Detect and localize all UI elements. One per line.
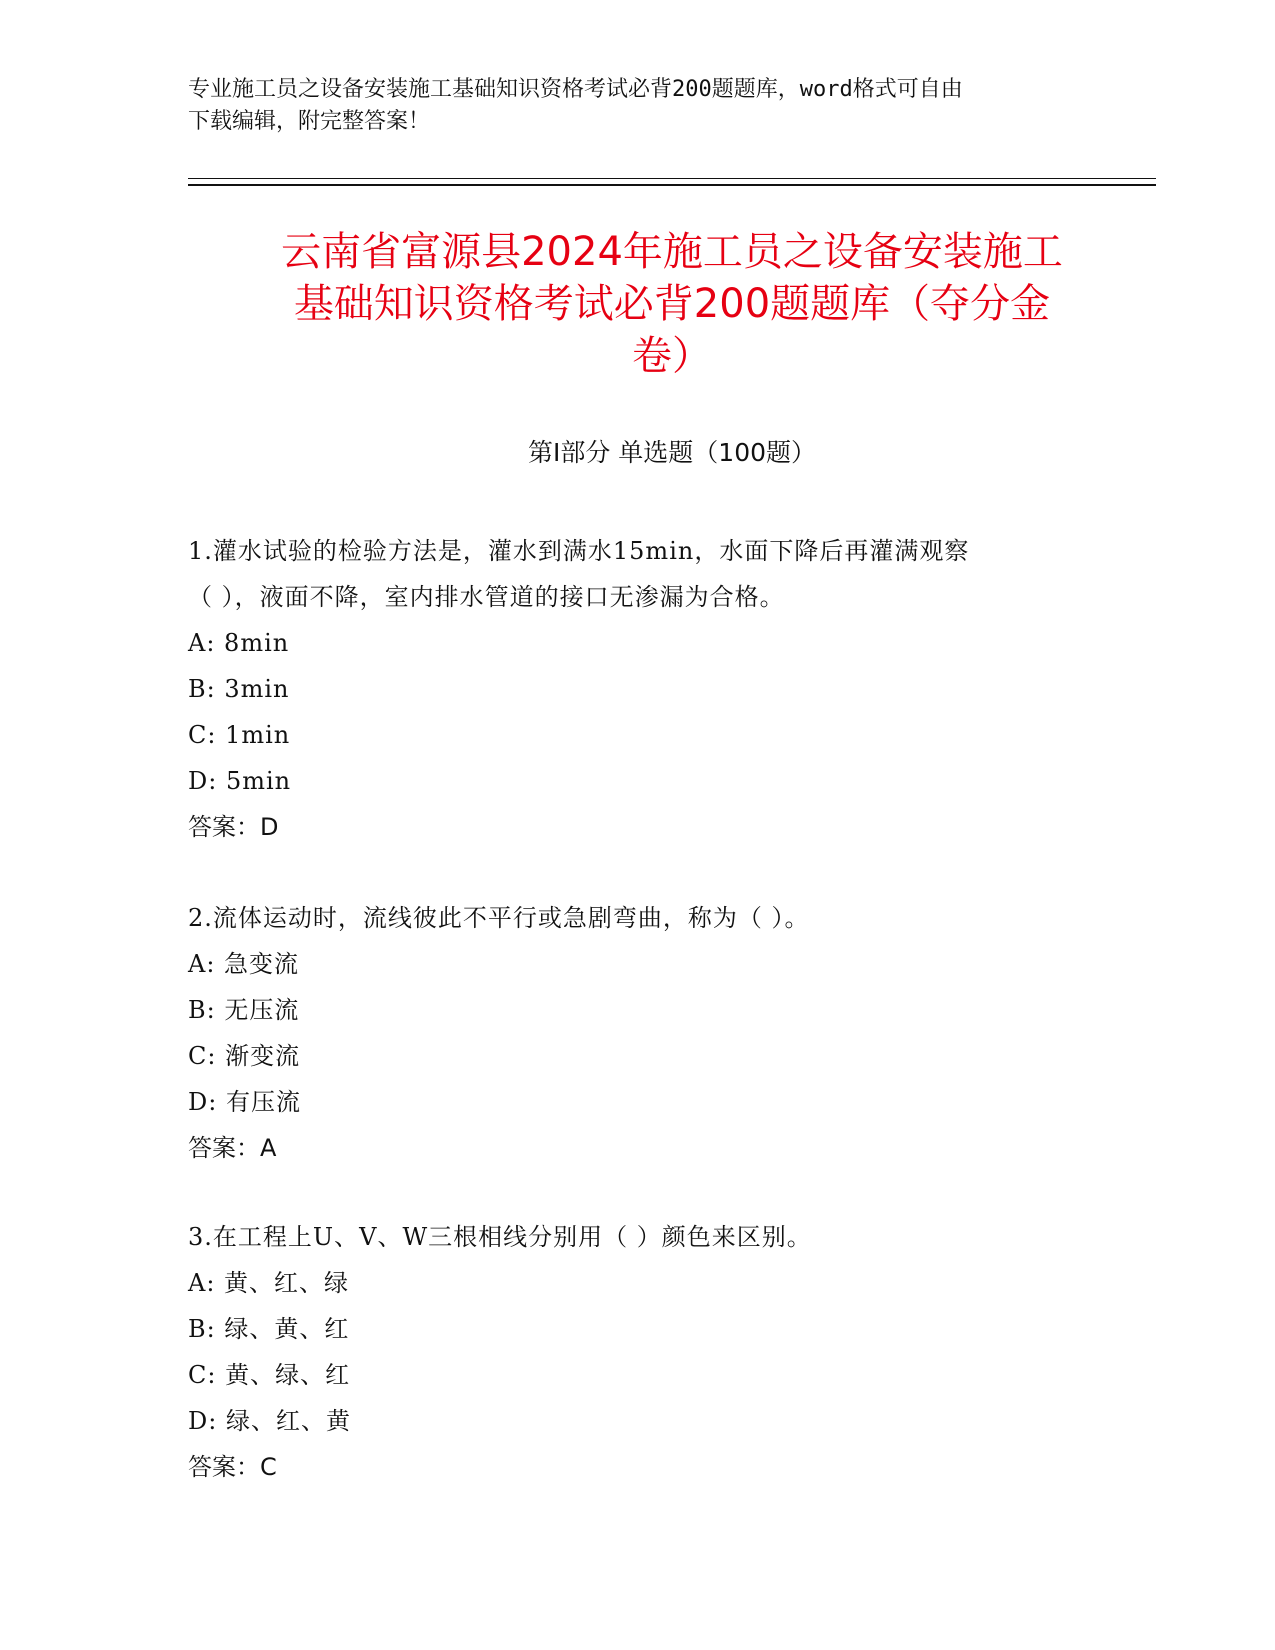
option-a: A: 8min: [188, 629, 290, 657]
option-a: A: 黄、红、绿: [188, 1269, 350, 1297]
question-1: [188, 528, 1088, 850]
question-2: [188, 895, 1088, 1171]
option-b: B: 绿、黄、红: [188, 1315, 350, 1343]
question-stem-line-2: （ ），液面不降，室内排水管道的接口无渗漏为合格。: [188, 583, 785, 611]
question-stem-line-1: 1.灌水试验的检验方法是，灌水到满水15min，水面下降后再灌满观察: [188, 537, 970, 565]
question-stem-line-1: 3.在工程上U、V、W三根相线分别用（ ）颜色来区别。: [188, 1223, 812, 1251]
question-stem-line-1: 2.流体运动时，流线彼此不平行或急剧弯曲，称为（ ）。: [188, 904, 810, 932]
option-b: B: 无压流: [188, 996, 300, 1024]
option-c: C: 渐变流: [188, 1042, 301, 1070]
header-divider-thin: [188, 178, 1156, 179]
answer: 答案：D: [188, 813, 279, 841]
title-line-1: 云南省富源县2024年施工员之设备安装施工: [281, 229, 1063, 275]
header-line-1: 专业施工员之设备安装施工基础知识资格考试必背200题题库，word格式可自由: [188, 77, 963, 102]
option-d: D: 绿、红、黄: [188, 1407, 351, 1435]
option-d: D: 5min: [188, 767, 292, 795]
answer: 答案：C: [188, 1453, 277, 1481]
option-c: C: 黄、绿、红: [188, 1361, 351, 1389]
title-line-2: 基础知识资格考试必背200题题库（夺分金: [293, 281, 1051, 327]
document-title: [188, 226, 1156, 382]
header-divider-thick: [188, 184, 1156, 186]
section-heading: 第Ⅰ部分 单选题（100题）: [527, 438, 817, 467]
question-3: [188, 1214, 1088, 1490]
option-b: B: 3min: [188, 675, 290, 703]
option-a: A: 急变流: [188, 950, 300, 978]
title-line-3: 卷）: [632, 333, 712, 379]
option-d: D: 有压流: [188, 1088, 301, 1116]
answer: 答案：A: [188, 1134, 277, 1162]
page-header: [188, 74, 1088, 138]
option-c: C: 1min: [188, 721, 291, 749]
header-line-2: 下载编辑，附完整答案！: [188, 109, 431, 134]
